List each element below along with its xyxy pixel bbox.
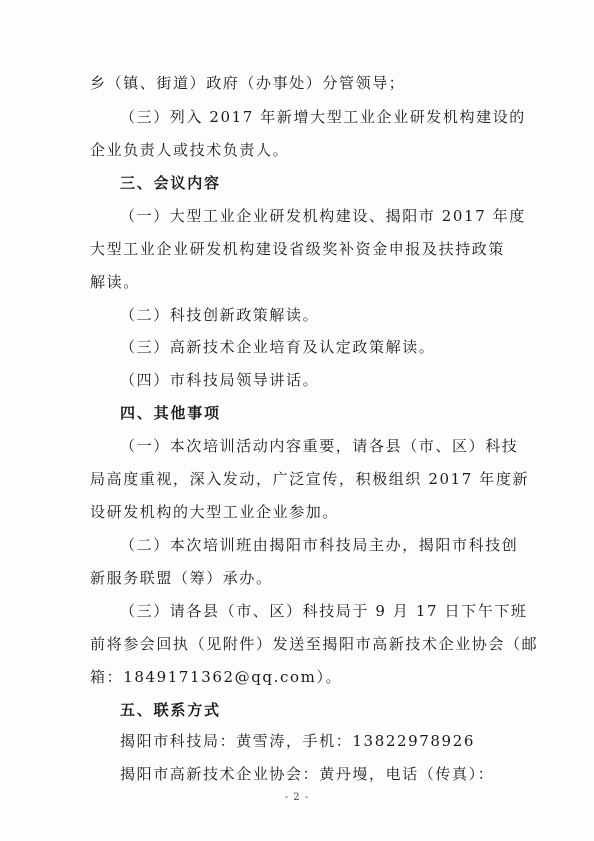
text-line: 揭阳市科技局：黄雪涛，手机：13822978926 [120, 732, 475, 750]
text-line: 前将参会回执（见附件）发送至揭阳市高新技术企业协会（邮 [90, 635, 539, 653]
text-line: （四）市科技局领导讲话。 [120, 371, 320, 389]
text-line: （一）大型工业企业研发机构建设、揭阳市 2017 年度 [120, 207, 526, 225]
section-heading: 五、联系方式 [120, 701, 221, 719]
text-line: 大型工业企业研发机构建设省级奖补资金申报及扶持政策 [90, 240, 506, 258]
section-heading: 四、其他事项 [120, 404, 221, 422]
text-line: 揭阳市高新技术企业协会：黄丹墁，电话（传真）： [120, 765, 495, 783]
text-line: （二）科技创新政策解读。 [120, 306, 320, 324]
text-line: 乡（镇、街道）政府（办事处）分管领导； [90, 74, 406, 92]
text-line: 箱：1849171362@qq.com）。 [90, 668, 343, 686]
text-line: 新服务联盟（筹）承办。 [90, 569, 273, 587]
text-line: （三）列入 2017 年新增大型工业企业研发机构建设的 [120, 108, 526, 126]
page-number: - 2 - [284, 792, 310, 803]
text-line: （二）本次培训班由揭阳市科技局主办，揭阳市科技创 [120, 536, 519, 554]
text-line: （三）高新技术企业培育及认定政策解读。 [120, 338, 436, 356]
section-heading: 三、会议内容 [120, 174, 221, 192]
text-line: （一）本次培训活动内容重要，请各县（市、区）科技 [120, 437, 519, 455]
text-line: （三）请各县（市、区）科技局于 9 月 17 日下午下班 [120, 602, 528, 620]
text-line: 设研发机构的大型工业企业参加。 [90, 503, 340, 521]
text-line: 局高度重视，深入发动，广泛宣传，积极组织 2017 年度新 [90, 470, 530, 488]
text-line: 解读。 [90, 273, 140, 291]
text-line: 企业负责人或技术负责人。 [90, 141, 290, 159]
